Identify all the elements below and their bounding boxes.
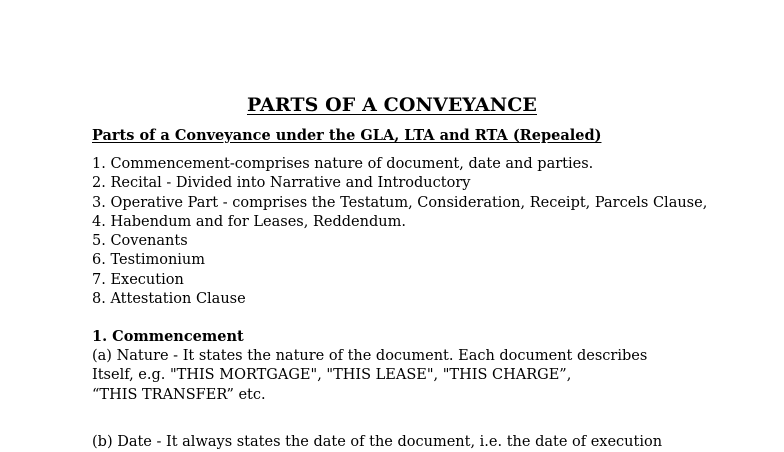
list-item: 2. Recital - Divided into Narrative and Introductory	[92, 175, 471, 192]
paragraph-line: “THIS TRANSFER” etc.	[92, 386, 266, 403]
section-subtitle: Parts of a Conveyance under the GLA, LTA and RTA (Repealed)	[92, 127, 602, 144]
commencement-heading: 1. Commencement	[92, 328, 244, 345]
commencement-paragraph	[92, 347, 647, 405]
list-item: 8. Attestation Clause	[92, 291, 246, 308]
list-item: 5. Covenants	[92, 233, 188, 250]
parts-list	[92, 155, 707, 309]
paragraph-line: (a) Nature - It states the nature of the document. Each document describes	[92, 348, 648, 364]
cutoff-line: (b) Date - It always states the date of the document, i.e. the date of execution	[92, 434, 663, 450]
paragraph-line: Itself, e.g. "THIS MORTGAGE", "THIS LEASE", "THIS CHARGE”,	[92, 367, 572, 384]
list-item: 1. Commencement-comprises nature of document, date and parties.	[92, 156, 594, 172]
list-item: 4. Habendum and for Leases, Reddendum.	[92, 213, 406, 230]
list-item: 7. Execution	[92, 271, 184, 288]
page-title: PARTS OF A CONVEYANCE	[246, 94, 537, 116]
list-item: 3. Operative Part - comprises the Testatum, Consideration, Receipt, Parcels Clause,	[92, 194, 708, 211]
list-item: 6. Testimonium	[92, 252, 206, 269]
